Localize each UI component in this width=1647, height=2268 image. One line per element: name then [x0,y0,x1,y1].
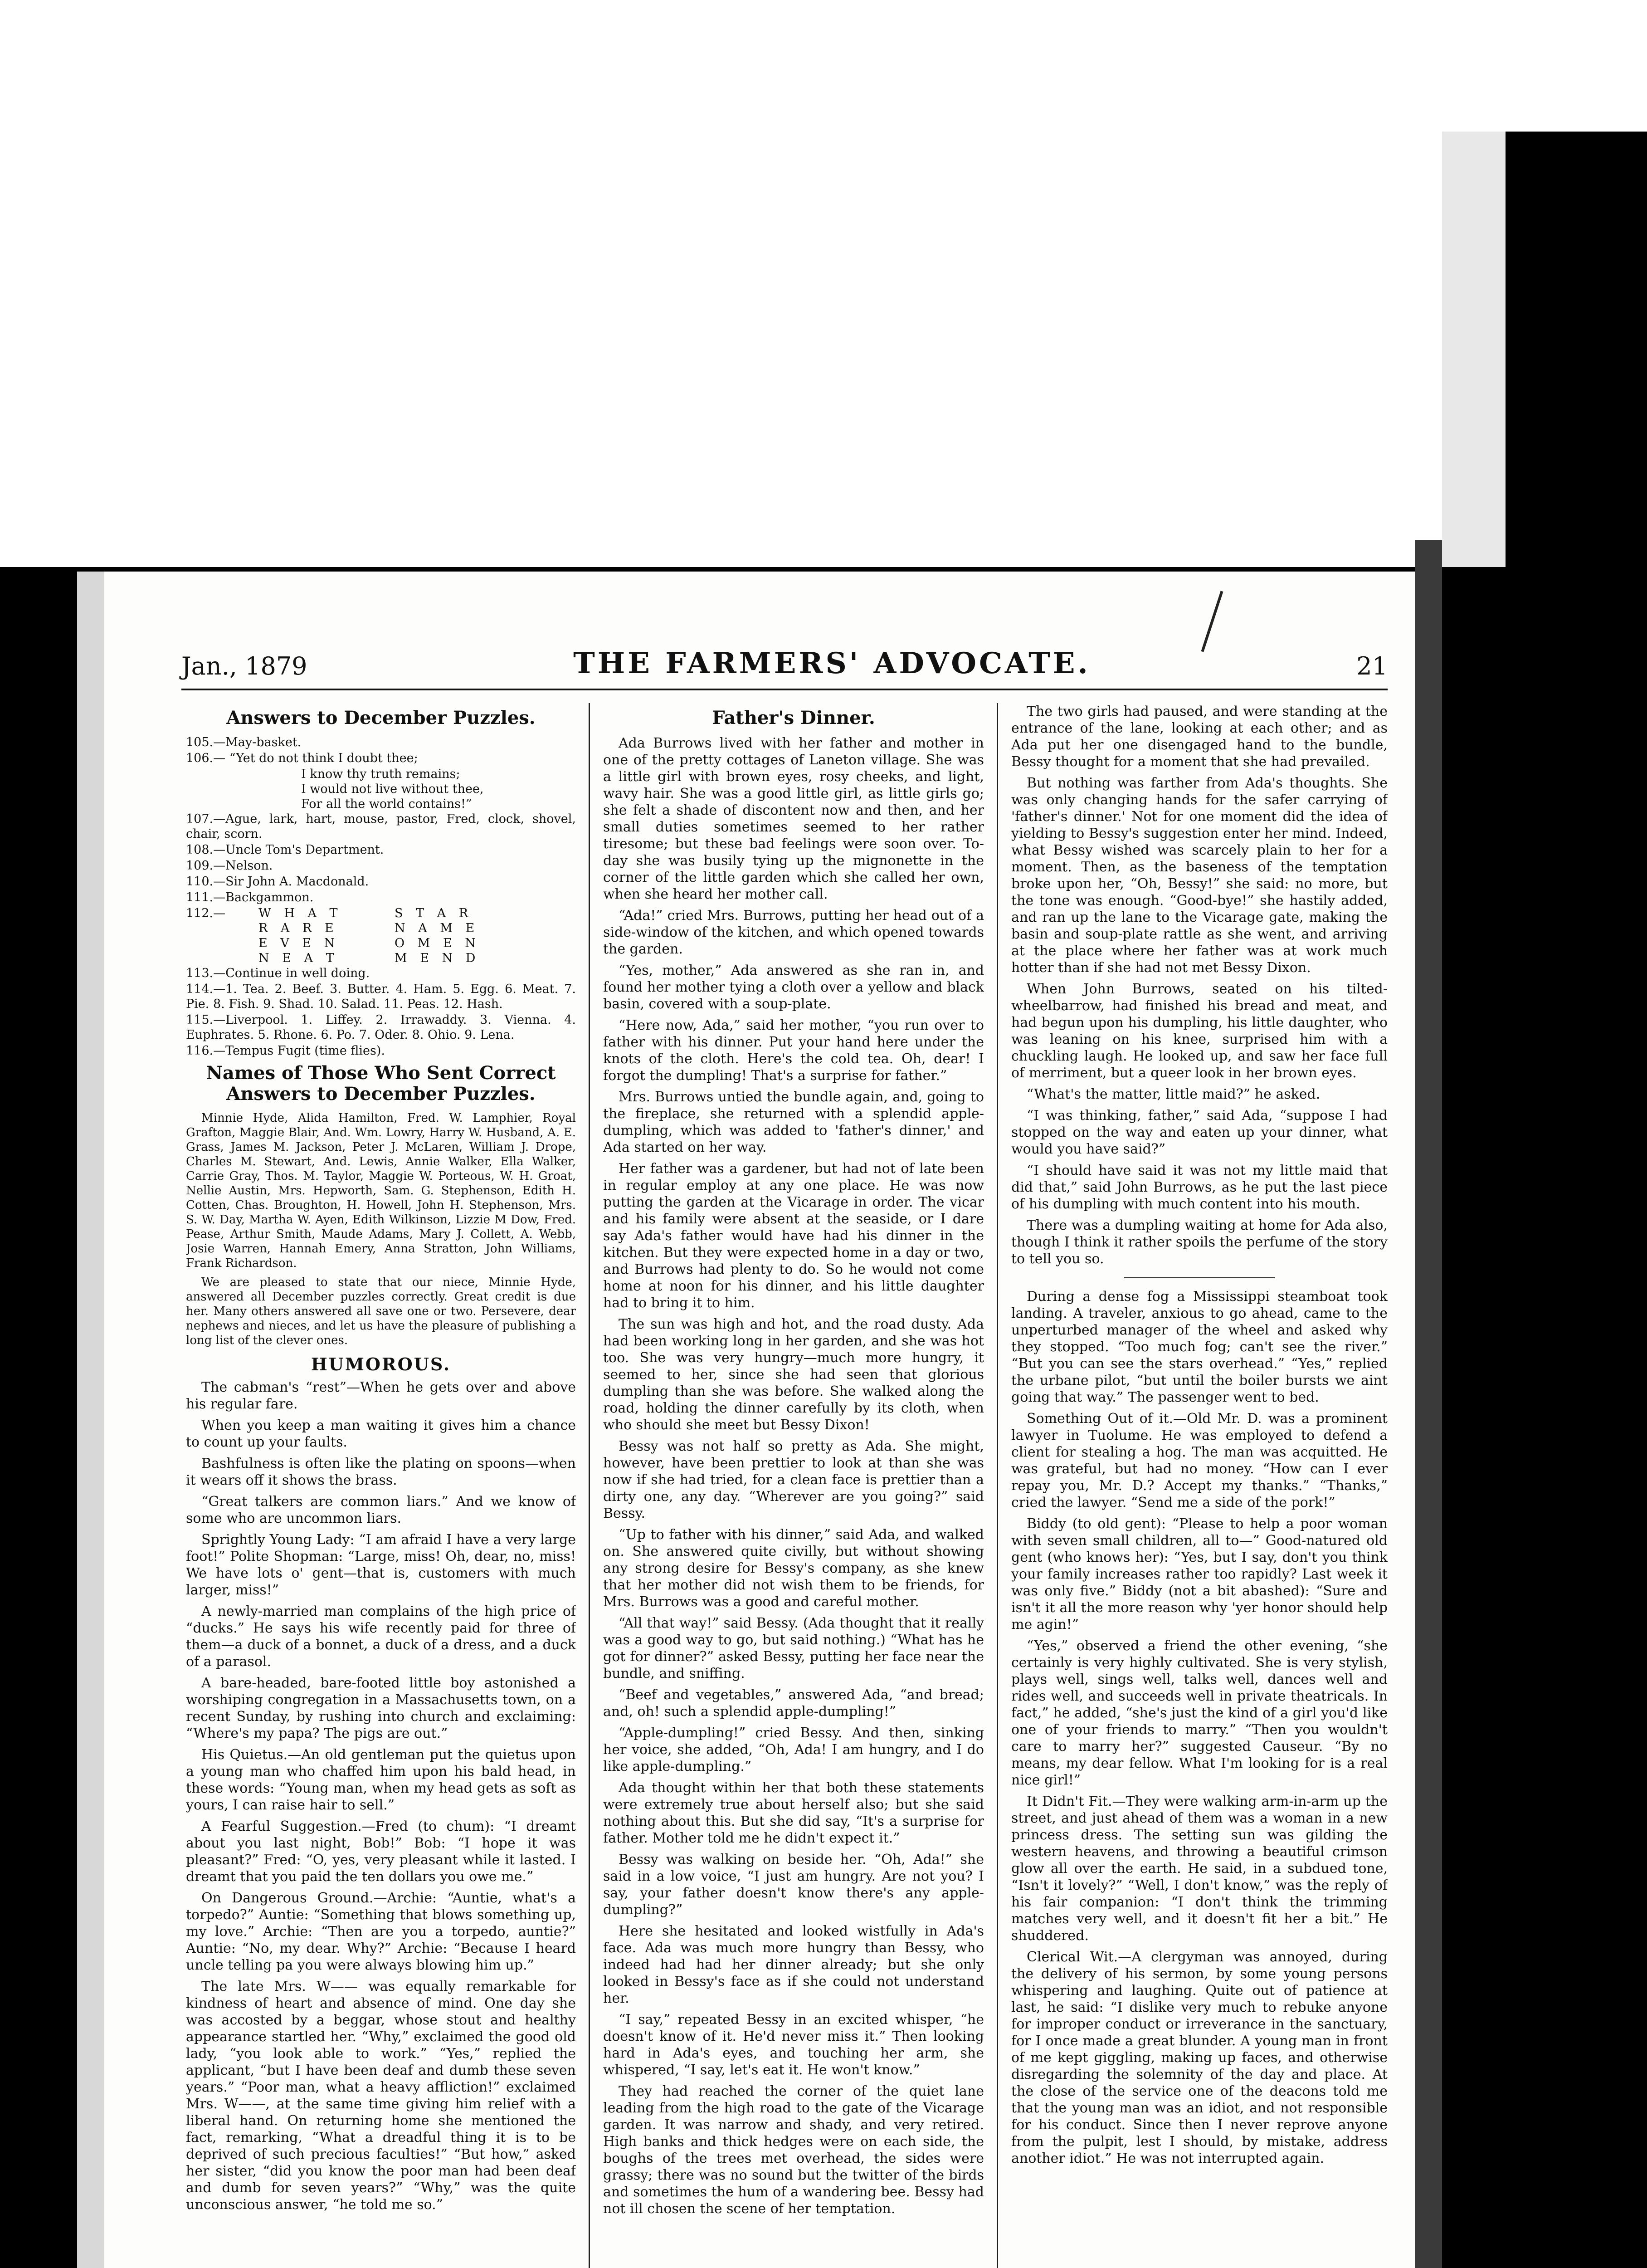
answer-item: 110.—Sir John A. Macdonald. [186,875,369,889]
column-rule [997,703,998,2268]
names-note: We are pleased to state that our niece, Minnie Hyde, answered all December puzzles correctly. Great credit is due her. Many others answered all save one or two. Persevere, dear nephews and nieces, and let us have the pleasure of publishing a long list of the clever ones. [186,1276,576,1347]
story-paragraph: Bessy was not half so pretty as Ada. She might, however, have been prettier to look at than she was now if she had tried, for a clean face is prettier than a dirty one, any day. “Wherever are you going?” said Bessy. [603,1438,984,1521]
story-paragraph: “Up to father with his dinner,” said Ada, and walked on. She answered quite civilly, but without showing any strong desire for Bessy's company, as she knew that her mother did not wish them to be friends, for Mrs. Burrows was a good and careful mother. [603,1527,984,1610]
square-word: N A M E [395,921,479,935]
answer-item: 108.—Uncle Tom's Department. [186,843,384,857]
story-paragraph: The two girls had paused, and were standing at the entrance of the lane, looking at each other; and as Ada put her one disengaged hand to the bundle, Bessy thought for a moment that she had prevailed. [1011,704,1388,770]
verse-line: I would not live without thee, [301,782,484,796]
previous-page-edge [1442,132,1506,567]
story-paragraph: “Ada!” cried Mrs. Burrows, putting her head out of a side-window of the kitchen, and which opened towards the garden. [603,908,984,957]
story-paragraph: “Yes, mother,” Ada answered as she ran in, and found her mother tying a cloth over a yellow and black basin, covered with a soup-plate. [603,963,984,1012]
square-word: N E A T [258,951,339,965]
story-paragraph: When John Burrows, seated on his tilted-wheelbarrow, had finished his bread and meat, and had begun upon his dumpling, his little daughter, who was leaning on his knee, surprised him with a chuckling laugh. He looked up, and saw her face full of merriment, but a queer look in her brown eyes. [1011,981,1388,1081]
answer-item: 113.—Continue in well doing. [186,966,370,980]
humorous-heading: HUMOROUS. [311,1354,451,1374]
humor-item: On Dangerous Ground.—Archie: “Auntie, what's a torpedo?” Auntie: “Something that blows something up, my love.” Archie: “Then are you a torpedo, auntie?” Auntie: “No, my dear. Why?” Archie: “Because I heard uncle telling pa you were always blowing him up.” [186,1890,576,1973]
column-2 [603,703,984,2268]
story-paragraph: Ada Burrows lived with her father and mother in one of the pretty cottages of Laneton village. She was a little girl with brown eyes, rosy cheeks, and light, wavy hair. She was a good little girl, as little girls go; she felt a shade of discontent now and then, and her small duties sometimes seemed to her rather tiresome; but these bad feelings were soon over. To-day she was busily tying up the mignonette in the corner of the little garden which she called her own, when she heard her mother call. [603,735,984,902]
section-divider [1124,1277,1275,1278]
story-paragraph: They had reached the corner of the quiet lane leading from the high road to the gate of the Vicarage garden. It was narrow and shady, and very retired. High banks and thick hedges were on each side, the boughs of the trees met overhead, the sides were grassy; there was no sound but the twitter of the birds and sometimes the hum of a wandering bee. Bessy had not ill chosen the scene of her temptation. [603,2083,984,2217]
header-rule [181,689,1388,690]
scan-background-top [0,0,1647,132]
names-list: Minnie Hyde, Alida Hamilton, Fred. W. Lamphier, Royal Grafton, Maggie Blair, And. Wm. Lowry, Harry W. Husband, A. E. Grass, James M. Jackson, Peter J. McLaren, William J. Drope, Charles M. Stewart, And. Lewis, Annie Walker, Ella Walker, Carrie Gray, Thos. M. Taylor, Maggie W. Porteous, W. H. Groat, Nellie Austin, Mrs. Hepworth, Sam. G. Stephenson, Edith H. Cotten, Chas. Broughton, H. Howell, John H. Stephenson, Mrs. S. W. Day, Martha W. Ayen, Edith Wilkinson, Lizzie M Dow, Fred. Pease, Arthur Smith, Maude Adams, Mary J. Collett, A. Webb, Josie Warren, Hannah Emery, Anna Stratton, John Williams, Frank Richardson. [186,1111,576,1270]
page-header [181,640,1388,680]
issue-date: Jan., 1879 [181,652,307,680]
story-paragraph: “Here now, Ada,” said her mother, “you run over to father with his dinner. Put your hand here under the knots of the cloth. Here's the cold tea. Oh, dear! I forgot the dumpling! That's a surprise for father.” [603,1017,984,1084]
newspaper-page [77,572,1415,2268]
square-word: M E N D [395,951,480,965]
column-3 [1011,703,1388,2268]
story-paragraph: But nothing was farther from Ada's thoughts. She was only changing hands for the safer carrying of 'father's dinner.' Not for one moment did the idea of yielding to Bessy's suggestion enter her mind. Indeed, what Bessy wished was scarcely plain to her for a moment. Then, as the baseness of the temptation broke upon her, “Oh, Bessy!” she said: no more, but the tone was enough. “Good-bye!” she hastily added, and ran up the lane to the Vicarage gate, making the basin and soup-plate rattle as she went, and arriving at the place where her father was at work much hotter than if she had not met Bessy Dixon. [1011,775,1388,976]
story-paragraph: “Beef and vegetables,” answered Ada, “and bread; and, oh! such a splendid apple-dumpling!” [603,1687,984,1720]
misc-paragraph: Clerical Wit.—A clergyman was annoyed, during the delivery of his sermon, by some young persons whispering and laughing. Quite out of patience at last, he said: “I dislike very much to rebuke anyone for improper conduct or irreverance in the sanctuary, for I once made a great blunder. A young man in front of me kept giggling, making up faces, and otherwise disregarding the solemnity of the day and place. At the close of the service one of the deacons told me that the young man was an idiot, and not responsible for his conduct. Since then I never reprove anyone from the pulpit, lest I should, by mistake, address another idiot.” He was not interrupted again. [1011,1949,1388,2166]
story-paragraph: Her father was a gardener, but had not of late been in regular employ at any one place. He was now putting the garden at the Vicarage in order. The vicar and his family were absent at the seaside, or I dare say Ada's father would have had his dinner in the kitchen. But they were expected home in a day or two, and Burrows had plenty to do. So he would not come home at noon for his dinner, and his little daughter had to bring it to him. [603,1161,984,1311]
previous-page-margin [0,132,1506,567]
story-paragraph: “What's the matter, little maid?” he asked. [1027,1086,1321,1102]
humor-item: A bare-headed, bare-footed little boy astonished a worshiping congregation in a Massachusetts town, on a recent Sunday, by rushing into church and exclaiming: “Where's my papa? The pigs are out.” [186,1675,576,1741]
square-word: R A R E [258,921,338,935]
page-shadow [1415,540,1442,2268]
misc-paragraph: Something Out of it.—Old Mr. D. was a prominent lawyer in Tuolume. He was employed to defend a client for stealing a hog. The man was acquitted. He was grateful, but had no money. “How can I ever repay you, Mr. D.? Accept my thanks.” “Thanks,” cried the lawyer. “Send me a side of the pork!” [1011,1411,1388,1510]
word-square [186,906,576,966]
story-paragraph: “I say,” repeated Bessy in an excited whisper, “he doesn't know of it. He'd never miss it.” Then looking hard in Ada's eyes, and touching her arm, she whispered, “I say, let's eat it. He won't know.” [603,2012,984,2078]
answer-item: 111.—Backgammon. [186,890,314,904]
story-paragraph: Ada thought within her that both these statements were extremely true about herself also; but she said nothing about this. But she did say, “It's a surprise for father. Mother told me he didn't expect it.” [603,1780,984,1846]
answer-item: 115.—Liverpool. 1. Liffey. 2. Irrawaddy. 3. Vienna. 4. Euphrates. 5. Rhone. 6. Po. 7. Oder. 8. Ohio. 9. Lena. [186,1013,576,1042]
humor-item: A newly-married man complains of the high price of “ducks.” He says his wife recently paid for three of them—a duck of a bonnet, a duck of a dress, and a duck of a parasol. [186,1603,576,1670]
humor-item: Sprightly Young Lady: “I am afraid I have a very large foot!” Polite Shopman: “Large, miss! Oh, dear, no, miss! We have lots o' gent—that is, customers with much larger, miss!” [186,1532,576,1598]
masthead-title: THE FARMERS' ADVOCATE. [573,646,1091,680]
misc-paragraph: Biddy (to old gent): “Please to help a poor woman with seven small children, all to—” Good-natured old gent (who knows her): “Yes, but I say, don't you think your family increases rather too rapidly? Last week it was only five.” Biddy (not a bit abashed): “Sure and isn't it all the more reason why 'yer honor should help me agin!” [1011,1516,1388,1633]
misc-paragraph: “Yes,” observed a friend the other evening, “she certainly is very highly cultivated. She is very stylish, plays well, sings well, talks well, dances well and rides well, and succeeds well in private theatricals. In fact,” he added, “she's just the kind of a girl you'd like one of your friends to marry.” “Then you wouldn't care to marry her?” suggested Causeur. “By no means, my dear fellow. What I'm looking for is a real nice girl!” [1011,1638,1388,1788]
misc-paragraph: It Didn't Fit.—They were walking arm-in-arm up the street, and just ahead of them was a woman in a new princess dress. The setting sun was gilding the western heavens, and throwing a beautiful crimson glow all over the earth. He said, in a subdued tone, “Isn't it lovely?” “Well, I don't know,” was the reply of his fair companion: “I don't think the trimming matches very well, and it doesn't fit her a bit.” He shuddered. [1011,1794,1388,1944]
page-number: 21 [1356,652,1388,680]
square-word: W H A T [258,906,342,920]
column-rule [589,703,590,2268]
humor-item: Bashfulness is often like the plating on spoons—when it wears off it shows the brass. [186,1456,576,1488]
answer-item: 106.— “Yet do not think I doubt thee; [186,751,418,765]
answer-item: 107.—Ague, lark, hart, mouse, pastor, Fred, clock, shovel, chair, scorn. [186,812,576,841]
answer-item: 112.— [186,906,226,920]
square-word: S T A R [395,906,473,920]
story-paragraph: The sun was high and hot, and the road dusty. Ada had been working long in her garden, and she was hot too. She was very hungry—much more hungry, it seemed to her, since she had seen that glorious dumpling than she was before. She walked along the road, holding the dinner carefully by its cloth, when who should she meet but Bessy Dixon! [603,1316,984,1433]
verse-line: I know thy truth remains; [301,767,460,781]
column-1 [186,703,576,2268]
square-word: E V E N [258,936,340,950]
misc-paragraph: During a dense fog a Mississippi steamboat took landing. A traveler, anxious to go ahead, came to the unperturbed manager of the wheel and asked why they stopped. “Too much fog; can't see the river.” “But you can see the stars overhead.” “Yes,” replied the urbane pilot, “but until the boiler bursts we aint going that way.” The passenger went to bed. [1011,1289,1388,1405]
story-paragraph: “Apple-dumpling!” cried Bessy. And then, sinking her voice, she added, “Oh, Ada! I am hungry, and I do like apple-dumpling.” [603,1725,984,1774]
story-paragraph: “I should have said it was not my little maid that did that,” said John Burrows, as he put the last piece of his dumpling with much content into his mouth. [1011,1163,1388,1212]
verse-line: For all the world contains!” [301,797,472,811]
answer-item: 109.—Nelson. [186,859,273,873]
humor-item: “Great talkers are common liars.” And we know of some who are uncommon liars. [186,1494,576,1526]
humor-item: The cabman's “rest”—When he gets over and above his regular fare. [186,1379,576,1412]
square-word: O M E N [395,936,480,950]
story-heading: Father's Dinner. [712,707,875,728]
answer-item: 116.—Tempus Fugit (time flies). [186,1044,385,1058]
answer-item: 114.—1. Tea. 2. Beef. 3. Butter. 4. Ham. 5. Egg. 6. Meat. 7. Pie. 8. Fish. 9. Shad. 10. Salad. 11. Peas. 12. Hash. [186,982,576,1011]
story-paragraph: “I was thinking, father,” said Ada, “suppose I had stopped on the way and eaten up your dinner, what would you have said?” [1011,1108,1388,1157]
humor-item: When you keep a man waiting it gives him a chance to count up your faults. [186,1418,576,1450]
story-paragraph: Here she hesitated and looked wistfully in Ada's face. Ada was much more hungry than Bessy, who indeed had had her dinner already; but she only looked in Bessy's face as if she could not understand her. [603,1923,984,2006]
humor-item: A Fearful Suggestion.—Fred (to chum): “I dreamt about you last night, Bob!” Bob: “I hope it was pleasant?” Fred: “O, yes, very pleasant while it lasted. I dreamt that you paid the ten dollars you owe me.” [186,1818,576,1885]
story-paragraph: “All that way!” said Bessy. (Ada thought that it really was a good way to go, but said nothing.) “What has he got for dinner?” asked Bessy, putting her face near the bundle, and sniffing. [603,1615,984,1681]
answers-heading: Answers to December Puzzles. [226,707,536,728]
humor-item: His Quietus.—An old gentleman put the quietus upon a young man who chaffed him upon his bald head, in these words: “Young man, when my head gets as soft as yours, I can raise hair to sell.” [186,1747,576,1813]
humor-item: The late Mrs. W—— was equally remarkable for kindness of heart and absence of mind. One day she was accosted by a beggar, whose stout and healthy appearance startled her. “Why,” exclaimed the good old lady, “you look able to work.” “Yes,” replied the applicant, “but I have been deaf and dumb these seven years.” “Poor man, what a heavy affliction!” exclaimed Mrs. W——, at the same time giving him relief with a liberal hand. On returning home she mentioned the fact, remarking, “What a dreadful thing it is to be deprived of such precious faculties!” “But how,” asked her sister, “did you know the poor man had been deaf and dumb for seven years?” “Why,” was the quite unconscious answer, “he told me so.” [186,1979,576,2213]
story-paragraph: Mrs. Burrows untied the bundle again, and, going to the fireplace, she returned with a splendid apple-dumpling, which was added to 'father's dinner,' and Ada started on her way. [603,1089,984,1155]
binding-edge [77,572,104,2268]
story-paragraph: There was a dumpling waiting at home for Ada also, though I think it rather spoils the perfume of the story to tell you so. [1011,1217,1388,1267]
answer-item: 105.—May-basket. [186,735,302,749]
story-paragraph: Bessy was walking on beside her. “Oh, Ada!” she said in a low voice, “I just am hungry. Are not you? I say, your father doesn't know there's any apple-dumpling?” [603,1852,984,1918]
names-heading: Names of Those Who Sent Correct Answers to December Puzzles. [206,1062,556,1105]
